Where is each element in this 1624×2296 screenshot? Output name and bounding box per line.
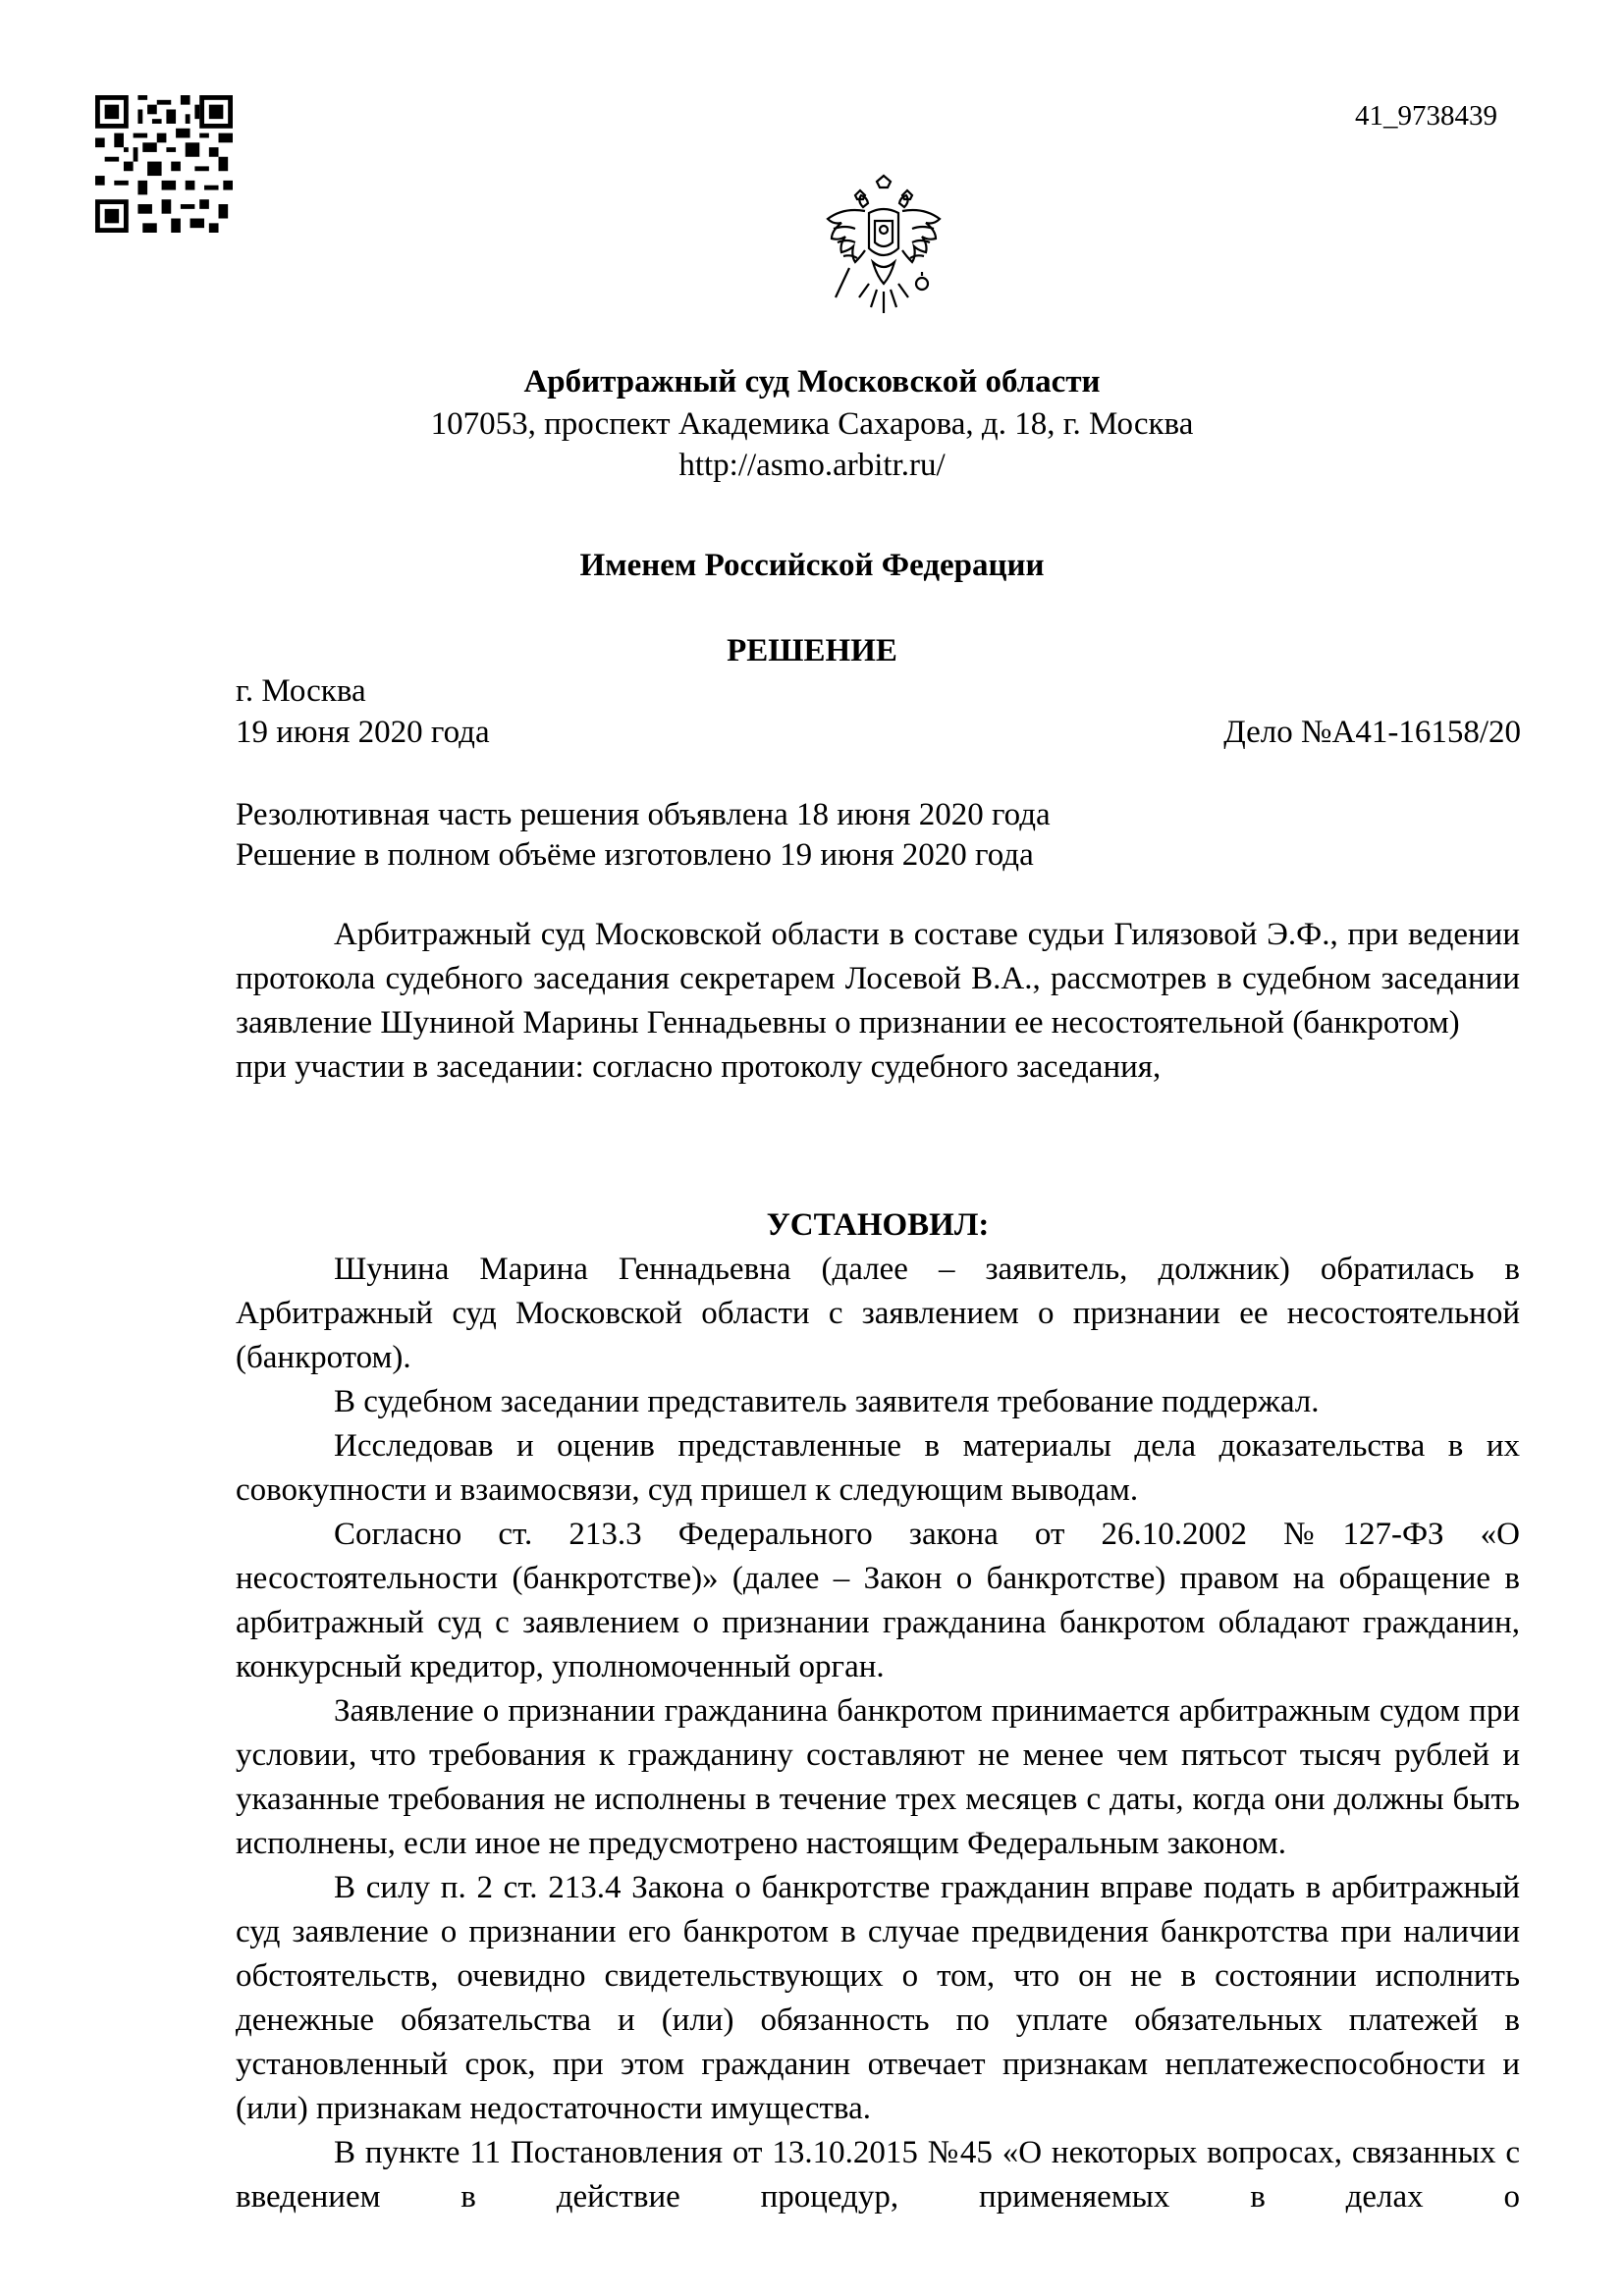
- intro-section: [236, 913, 1520, 1090]
- established-section: [236, 1203, 1520, 2219]
- decision-city: г. Москва: [236, 673, 366, 709]
- participation-line: при участии в заседании: согласно протоколу судебного заседания,: [236, 1049, 1162, 1085]
- decision-title: РЕШЕНИЕ: [727, 633, 897, 668]
- established-paragraph-7: В пункте 11 Постановления от 13.10.2015 №45 «О некоторых вопросах, связанных с введением в действие процедур, применяемых в делах о: [236, 2135, 1520, 2215]
- court-url: http://asmo.arbitr.ru/: [678, 448, 946, 483]
- established-paragraph-2: В судебном заседании представитель заявителя требование поддержал.: [334, 1384, 1320, 1419]
- case-number: Дело №А41-16158/20: [1223, 715, 1521, 750]
- qr-code-icon: [95, 95, 233, 233]
- document-code: 41_9738439: [1355, 100, 1497, 132]
- established-paragraph-1: Шунина Марина Геннадьевна (далее – заявитель, должник) обратилась в Арбитражный суд Московской области с заявлением о признании ее несостоятельной (банкротом).: [236, 1252, 1520, 1375]
- operative-part-note: Резолютивная часть решения объявлена 18 июня 2020 года: [236, 797, 1051, 832]
- full-text-note: Решение в полном объёме изготовлено 19 июня 2020 года: [236, 837, 1034, 873]
- established-heading: УСТАНОВИЛ:: [766, 1207, 990, 1243]
- decision-date: 19 июня 2020 года: [236, 715, 490, 750]
- court-address: 107053, проспект Академика Сахарова, д. 18, г. Москва: [430, 406, 1194, 442]
- established-paragraph-3: Исследовав и оценив представленные в материалы дела доказательства в их совокупности и взаимосвязи, суд пришел к следующим выводам.: [236, 1428, 1520, 1508]
- established-paragraph-6: В силу п. 2 ст. 213.4 Закона о банкротстве гражданин вправе подать в арбитражный суд заявление о признании его банкротом в случае предвидения банкротства при наличии обстоятельств, очевидно свидетельствующих о том, что он не в состоянии исполнить денежные обязательства и (или) обязанность по уплате обязательных платежей в установленный срок, при этом гражданин отвечает признакам неплатежеспособности и (или) признакам недостаточности имущества.: [236, 1870, 1520, 2126]
- established-paragraph-5: Заявление о признании гражданина банкротом принимается арбитражным судом при условии, что требования к гражданину составляют не менее чем пятьсот тысяч рублей и указанные требования не исполнены в течение трех месяцев с даты, когда они должны быть исполнены, если иное не предусмотрено настоящим Федеральным законом.: [236, 1693, 1520, 1861]
- court-name: Арбитражный суд Московской области: [523, 364, 1101, 400]
- coat-of-arms-icon: [820, 174, 947, 319]
- in-name-of-heading: Именем Российской Федерации: [579, 548, 1045, 583]
- established-paragraph-4: Согласно ст. 213.3 Федерального закона от 26.10.2002 №127-ФЗ «О несостоятельности (банкротстве)» (далее – Закон о банкротстве) правом на обращение в арбитражный суд с заявлением о признании гражданина банкротом обладают гражданин, конкурсный кредитор, уполномоченный орган.: [236, 1517, 1520, 1684]
- intro-paragraph: Арбитражный суд Московской области в составе судьи Гилязовой Э.Ф., при ведении протокола судебного заседания секретарем Лосевой В.А., рассмотрев в судебном заседании заявление Шуниной Марины Геннадьевны о признании ее несостоятельной (банкротом): [236, 917, 1520, 1041]
